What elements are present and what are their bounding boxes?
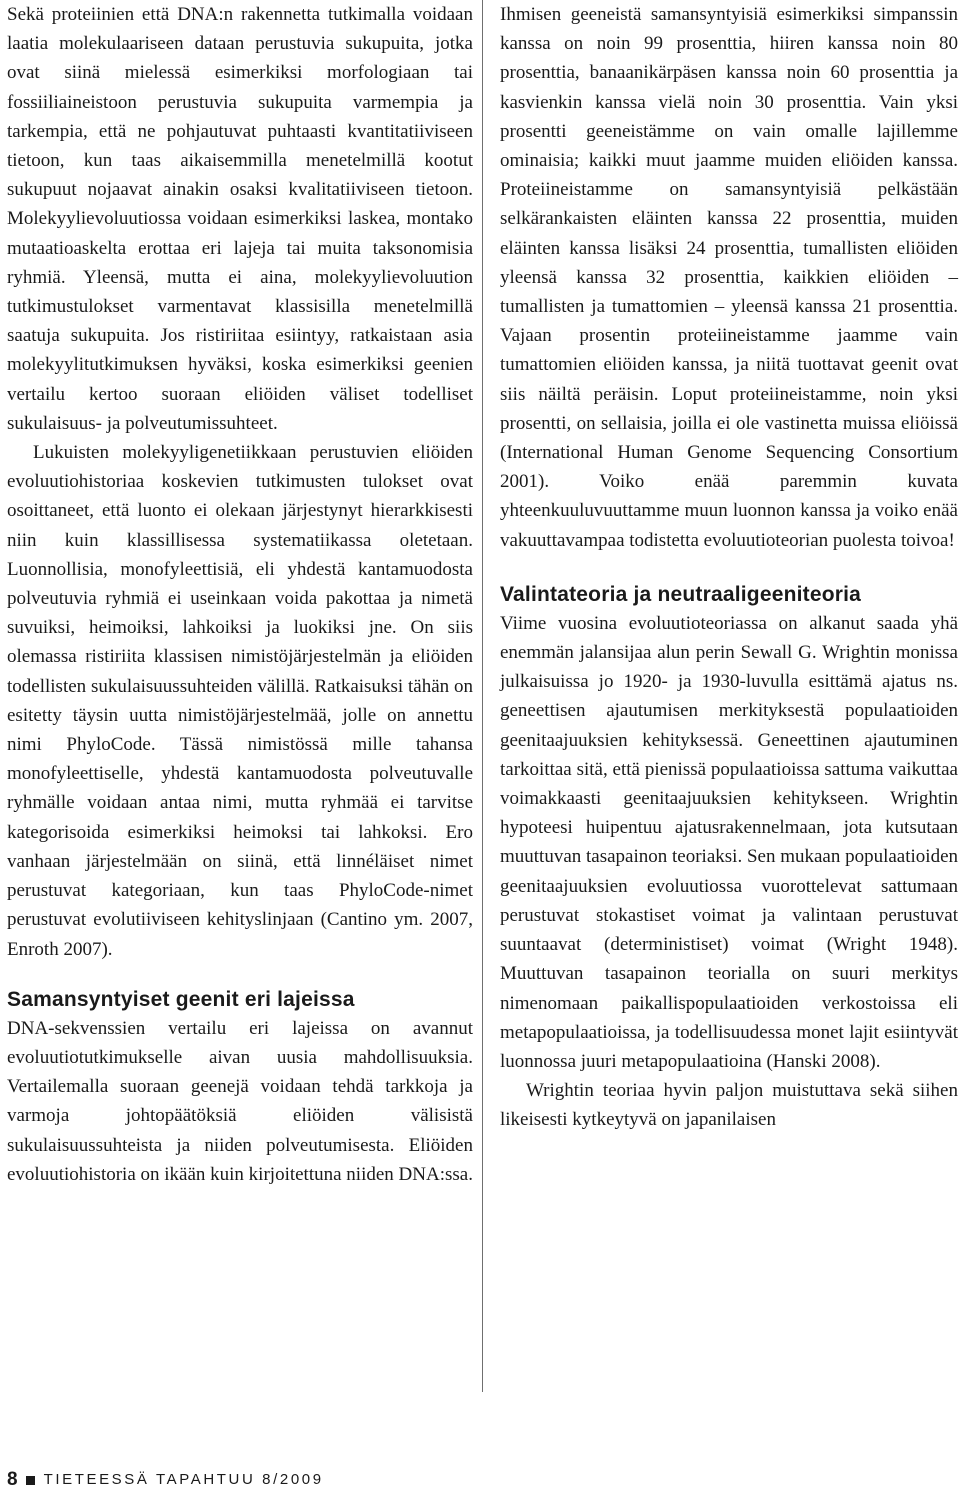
square-bullet-icon bbox=[26, 1476, 35, 1485]
page-number: 8 bbox=[7, 1469, 18, 1490]
section-heading-selection-theory: Valintateoria ja neutraaligeeniteoria bbox=[500, 582, 862, 606]
right-column bbox=[500, 0, 958, 1135]
page-footer bbox=[7, 1470, 324, 1490]
right-paragraph-1: Ihmisen geeneistä samansyntyisiä esimerkiksi simpanssin kanssa on noin 99 prosenttia, hiiren kanssa noin 80 prosenttia, banaanikärpäsen kanssa noin 60 prosenttia ja kasvienkin kanssa vielä noin 30 prosenttia. Vain yksi prosentti geeneistämme on vain omalle lajillemme ominaisia; kaikki muut jaamme muiden eliöiden kanssa. Proteiineistamme on samansyntyisiä pelkästään selkärankaisten eläinten kanssa 22 prosenttia, muiden eläinten kanssa lisäksi 24 prosenttia, tumallisten eliöiden yleensä kanssa 32 prosenttia, kaikkien eliöiden – tumallisten ja tumattomien – yleensä kanssa 21 prosenttia. Vajaan prosentin proteiineistamme jaamme vain tumattomien eliöiden kanssa, ja niitä tuottavat geenit ovat siis näiltä peräisin. Loput proteiineistamme, noin yksi prosentti, on sellaisia, joilla ei ole vastinetta muissa eliöissä (International Human Genome Sequencing Consortium 2001). Voiko enää paremmin kuvata yhteenkuuluvuuttamme muun luonnon kanssa ja voiko enää vakuuttavampaa todistetta evoluutioteorian puolesta toivoa! bbox=[500, 4, 958, 551]
column-divider bbox=[482, 0, 483, 1392]
right-paragraph-2: Viime vuosina evoluutioteoriassa on alkanut saada yhä enemmän jalansijaa alun perin Sewall G. Wrightin monissa julkaisuissa jo 1920- ja 1930-luvulla esittämä ajatus ns. geneettisen ajautumisen merkityksestä populaatioiden geenitaajuuksien kehityksessä. Geneettinen ajautuminen tarkoittaa sitä, että pienissä populaatioissa sattuma vaikuttaa voimakkaasti geenitaajuuksien kehitykseen. Wrightin hypoteesi huipentuu ajatusrakennelmaan, jota kutsutaan muuttuvan tasapainon teoriaksi. Sen mukaan populaatioiden geenitaajuuksien evoluutiossa vuorottelevat sattumaan perustuvat stokastiset voimat ja valintaan perustuvat suuntaavat (deterministiset) voimat (Wright 1948). Muuttuvan tasapainon teorialla on suuri merkitys nimenomaan paikallispopulaatioiden verkostoissa eli metapopulaatioissa, ja todellisuudessa monet lajit esiintyvät luonnossa juuri metapopulaatioina (Hanski 2008). bbox=[500, 612, 959, 1072]
left-paragraph-3: DNA-sekvenssien vertailu eri lajeissa on avannut evoluutiotutkimukselle aivan uusia mahdollisuuksia. Vertailemalla suoraan geenejä voidaan tehdä tarkkoja ja varmoja johtopäätöksiä eliöiden välisistä sukulaisuussuhteista ja niiden polveutumisesta. Eliöiden evoluutiohistoria on ikään kuin kirjoitettuna niiden DNA:ssa. bbox=[7, 1017, 473, 1185]
section-heading-homologous-genes: Samansyntyiset geenit eri lajeissa bbox=[7, 987, 355, 1011]
right-paragraph-3: Wrightin teoriaa hyvin paljon muistuttava sekä siihen likeisesti kytkeytyvä on japanilaisen bbox=[500, 1080, 958, 1131]
left-column bbox=[7, 0, 473, 1189]
publication-name: TIETEESSÄ TAPAHTUU 8/2009 bbox=[43, 1471, 324, 1488]
left-paragraph-1: Sekä proteiinien että DNA:n rakennetta tutkimalla voidaan laatia molekulaariseen dataan perustuvia sukupuita, jotka ovat siinä mielessä esimerkiksi morfologiaan tai fossiiliaineistoon perustuvia sukupuita varmempia ja tarkempia, että ne pohjautuvat puhtaasti kvantitatiiviseen tietoon, kun taas aikaisemmilla menetelmillä kootut sukupuut nojaavat ainakin osaksi kvalitatiiviseen tietoon. Molekyylievoluutiossa voidaan esimerkiksi laskea, montako mutaatioaskelta erottaa eri lajeja tai muita taksonomisia ryhmiä. Yleensä, mutta ei aina, molekyylievoluution tutkimustulokset varmentavat klassisilla menetelmillä saatuja sukupuita. Jos ristiriitaa esiintyy, ratkaistaan asia molekyylitutkimuksen hyväksi, koska esimerkiksi geenien vertailu kertoo suoraan eliöiden väliset todelliset sukulaisuus- ja polveutumissuhteet. bbox=[7, 4, 473, 434]
left-paragraph-2: Lukuisten molekyyligenetiikkaan perustuvien eliöiden evoluutiohistoriaa koskevien tutkimusten tulokset ovat osoittaneet, että luonto ei olekaan järjestynyt hierarkkisesti niin kuin klassillisessa systematiikassa oletetaan. Luonnollisia, monofyleettisiä, eli yhdestä kantamuodosta polveutuvia ryhmiä ei useinkaan voida pakottaa ja nimetä suvuiksi, heimoiksi, lahkoiksi ja luokiksi jne. On siis olemassa ristiriita klassisen nimistöjärjestelmän ja eliöiden todellisten sukulaisuussuhteiden välillä. Ratkaisuksi tähän on esitetty täysin uutta nimistöjärjestelmää, jolle on annettu nimi PhyloCode. Tässä nimistössä mille tahansa monofyleettiselle, yhdestä kantamuodosta polveutuvalle ryhmälle voidaan antaa nimi, mutta ryhmää ei tarvitse kategorisoida esimerkiksi heimoksi tai lahkoksi. Ero vanhaan järjestelmään on siinä, että linnéläiset nimet perustuvat kategoriaan, kun taas PhyloCode-nimet perustuvat evolutiiviseen kehityslinjaan (Cantino ym. 2007, Enroth 2007). bbox=[7, 442, 473, 960]
